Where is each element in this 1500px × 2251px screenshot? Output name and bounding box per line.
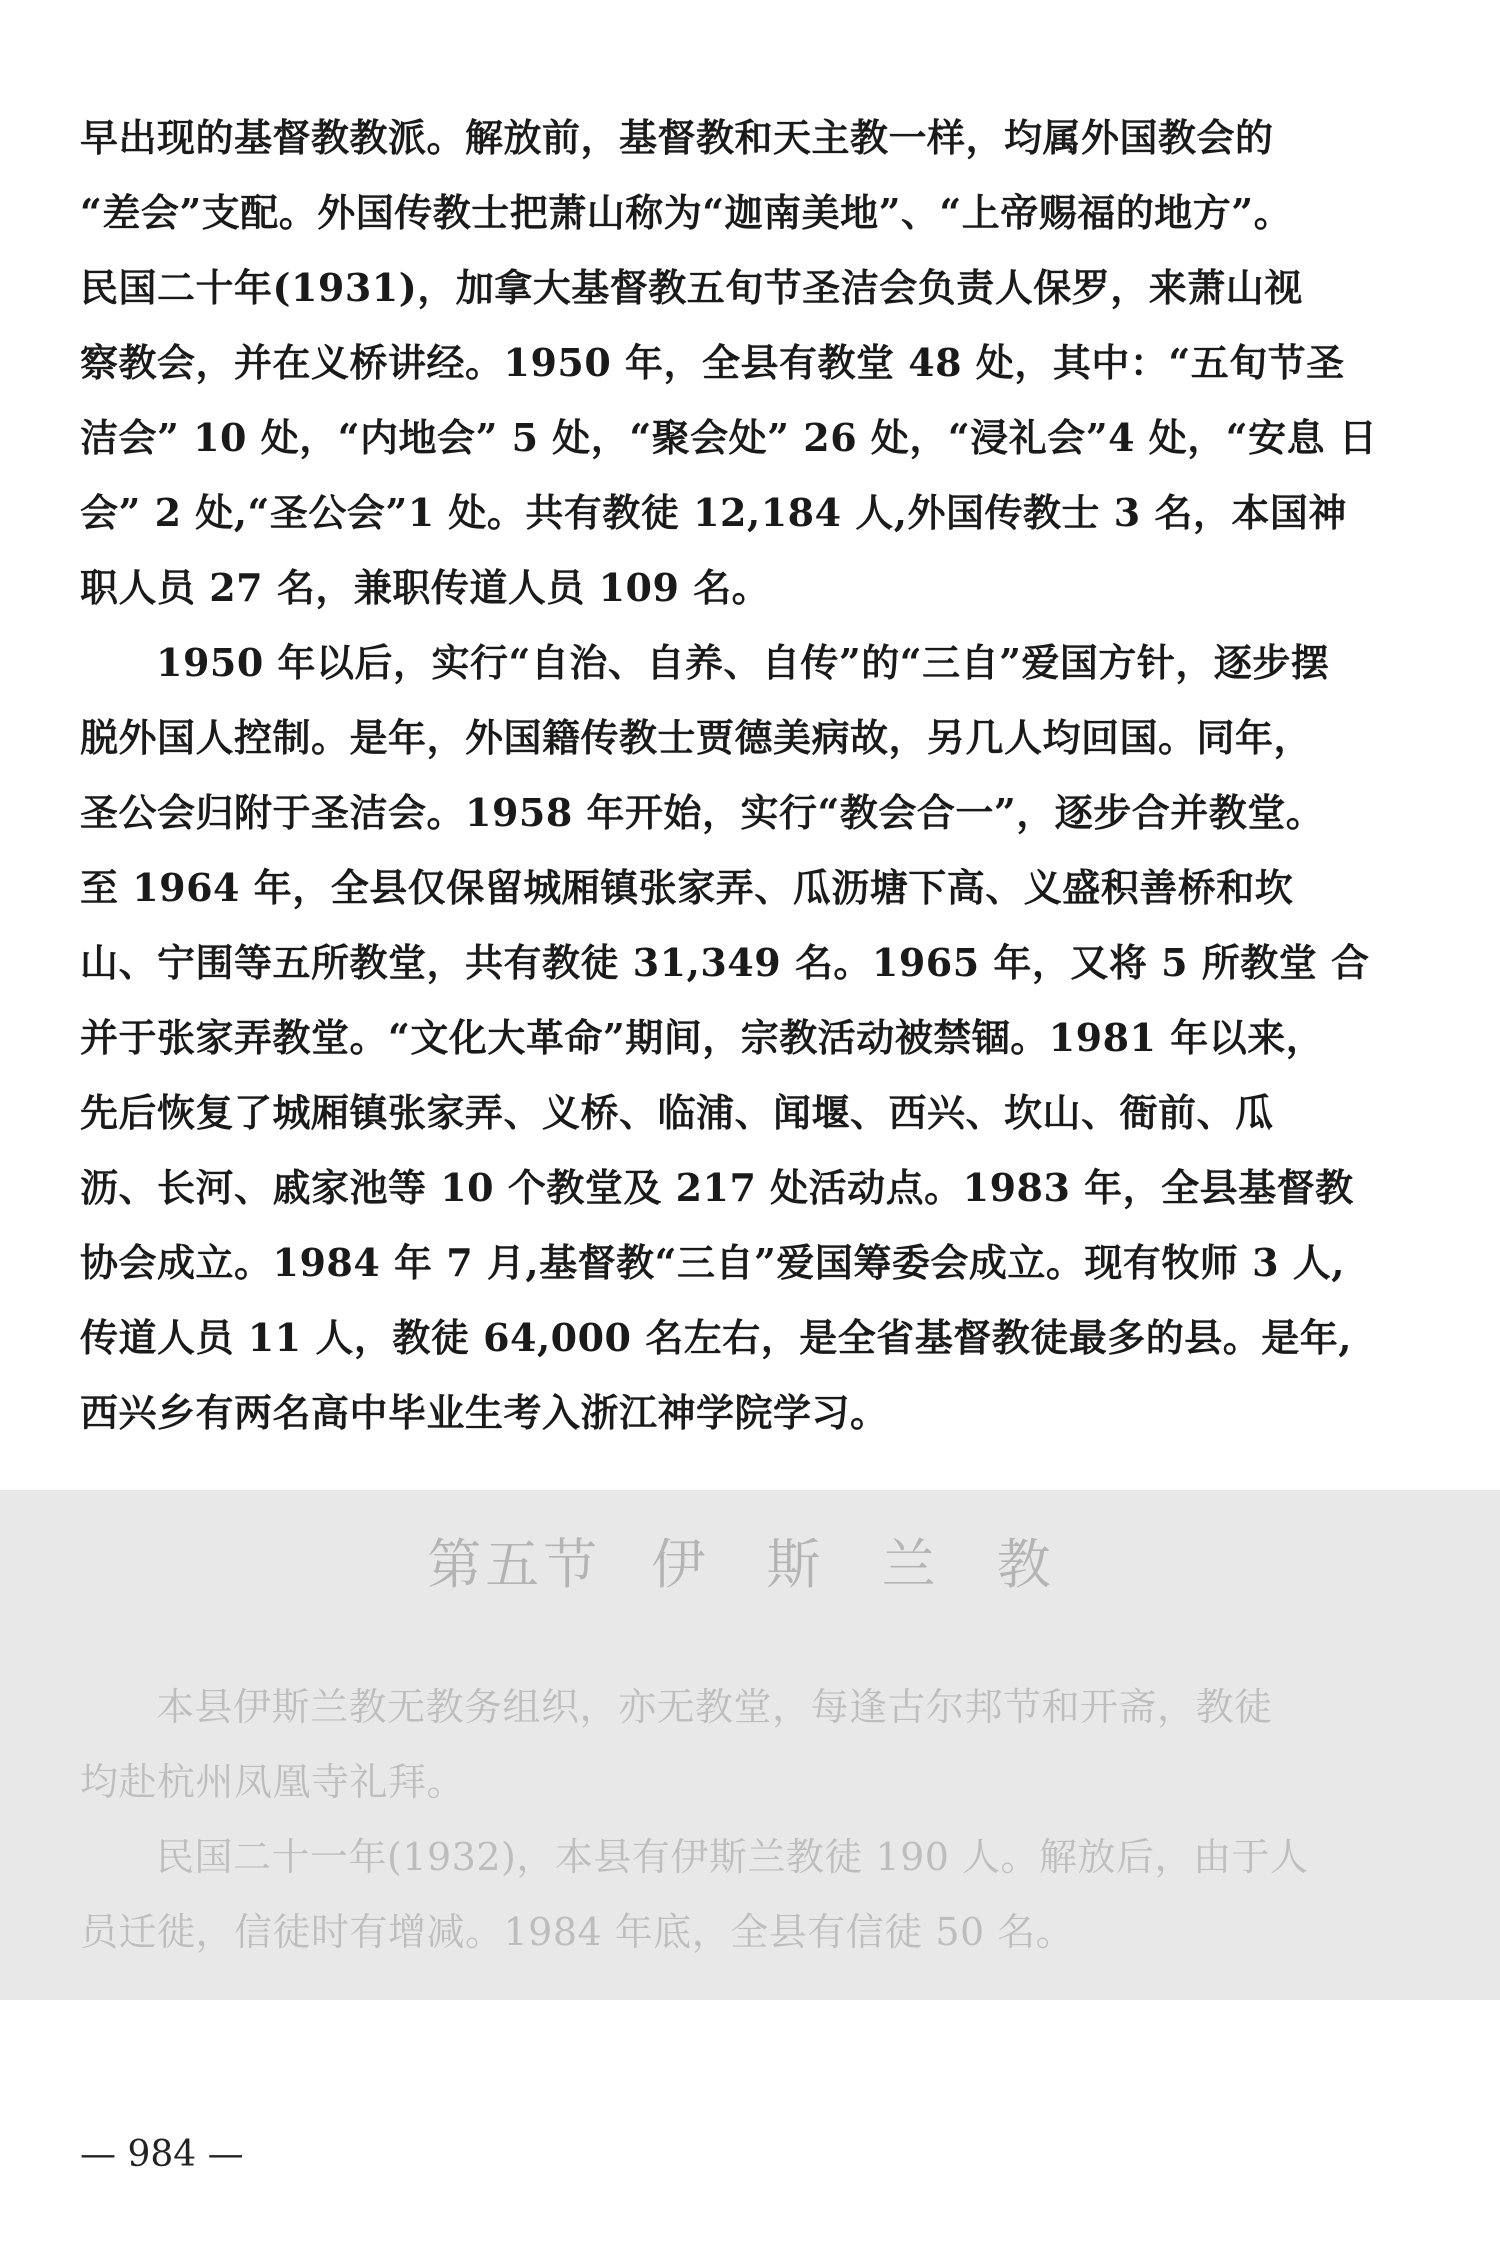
text-line: 均赴杭州凤凰寺礼拜。	[80, 1760, 466, 1804]
islam-section-body	[80, 1670, 1410, 1970]
christianity-continuation	[80, 100, 1410, 1450]
text-line: 洁会” 10 处，“内地会” 5 处，“聚会处” 26 处，“浸礼会”4 处，“安息 日	[80, 415, 1378, 460]
paragraph-2	[80, 625, 1410, 1450]
section-paragraph-1	[80, 1670, 1410, 1820]
text-line: 会” 2 处,“圣公会”1 处。共有教徒 12,184 人,外国传教士 3 名，本国神	[80, 490, 1347, 535]
text-line: 民国二十一年(1932)，本县有伊斯兰教徒 190 人。解放后，由于人	[156, 1835, 1309, 1879]
text-line: “差会”支配。外国传教士把萧山称为“迦南美地”、“上帝赐福的地方”。	[80, 190, 1293, 235]
section-title: 伊 斯 兰 教	[651, 1533, 1073, 1596]
text-line: 察教会，并在义桥讲经。1950 年，全县有教堂 48 处，其中：“五旬节圣	[80, 340, 1345, 385]
text-line: 传道人员 11 人，教徒 64,000 名左右，是全省基督教徒最多的县。是年,	[80, 1315, 1352, 1360]
text-line: 职人员 27 名，兼职传道人员 109 名。	[80, 565, 771, 610]
text-line: 早出现的基督教教派。解放前，基督教和天主教一样，均属外国教会的	[80, 115, 1274, 160]
text-line: 圣公会归附于圣洁会。1958 年开始，实行“教会合一”，逐步合并教堂。	[80, 790, 1325, 835]
paragraph-1	[80, 100, 1410, 625]
section-paragraph-2	[80, 1820, 1410, 1970]
text-line: 至 1964 年，全县仅保留城厢镇张家弄、瓜沥塘下高、义盛积善桥和坎	[80, 865, 1294, 910]
text-line: 民国二十年(1931)，加拿大基督教五旬节圣洁会负责人保罗，来萧山视	[80, 265, 1303, 310]
text-line: 1950 年以后，实行“自治、自养、自传”的“三自”爱国方针，逐步摆	[156, 640, 1330, 685]
text-line: 本县伊斯兰教无教务组织，亦无教堂，每逢古尔邦节和开斋，教徒	[156, 1685, 1273, 1729]
text-line: 并于张家弄教堂。“文化大革命”期间，宗教活动被禁锢。1981 年以来，	[80, 1015, 1325, 1060]
text-line: 脱外国人控制。是年，外国籍传教士贾德美病故，另几人均回国。同年，	[80, 715, 1313, 760]
text-line: 西兴乡有两名高中毕业生考入浙江神学院学习。	[80, 1390, 889, 1435]
section-heading	[0, 1530, 1500, 1600]
text-line: 先后恢复了城厢镇张家弄、义桥、临浦、闻堰、西兴、坎山、衙前、瓜	[80, 1090, 1274, 1135]
section-number: 第五节	[427, 1533, 602, 1596]
text-line: 沥、长河、戚家池等 10 个教堂及 217 处活动点。1983 年，全县基督教	[80, 1165, 1354, 1210]
text-line: 员迁徙，信徒时有增减。1984 年底，全县有信徒 50 名。	[80, 1910, 1075, 1954]
page-number: — 984 —	[80, 2134, 244, 2175]
text-line: 山、宁围等五所教堂，共有教徒 31,349 名。1965 年，又将 5 所教堂 合	[80, 940, 1370, 985]
text-line: 协会成立。1984 年 7 月,基督教“三自”爱国筹委会成立。现有牧师 3 人,	[80, 1240, 1345, 1285]
